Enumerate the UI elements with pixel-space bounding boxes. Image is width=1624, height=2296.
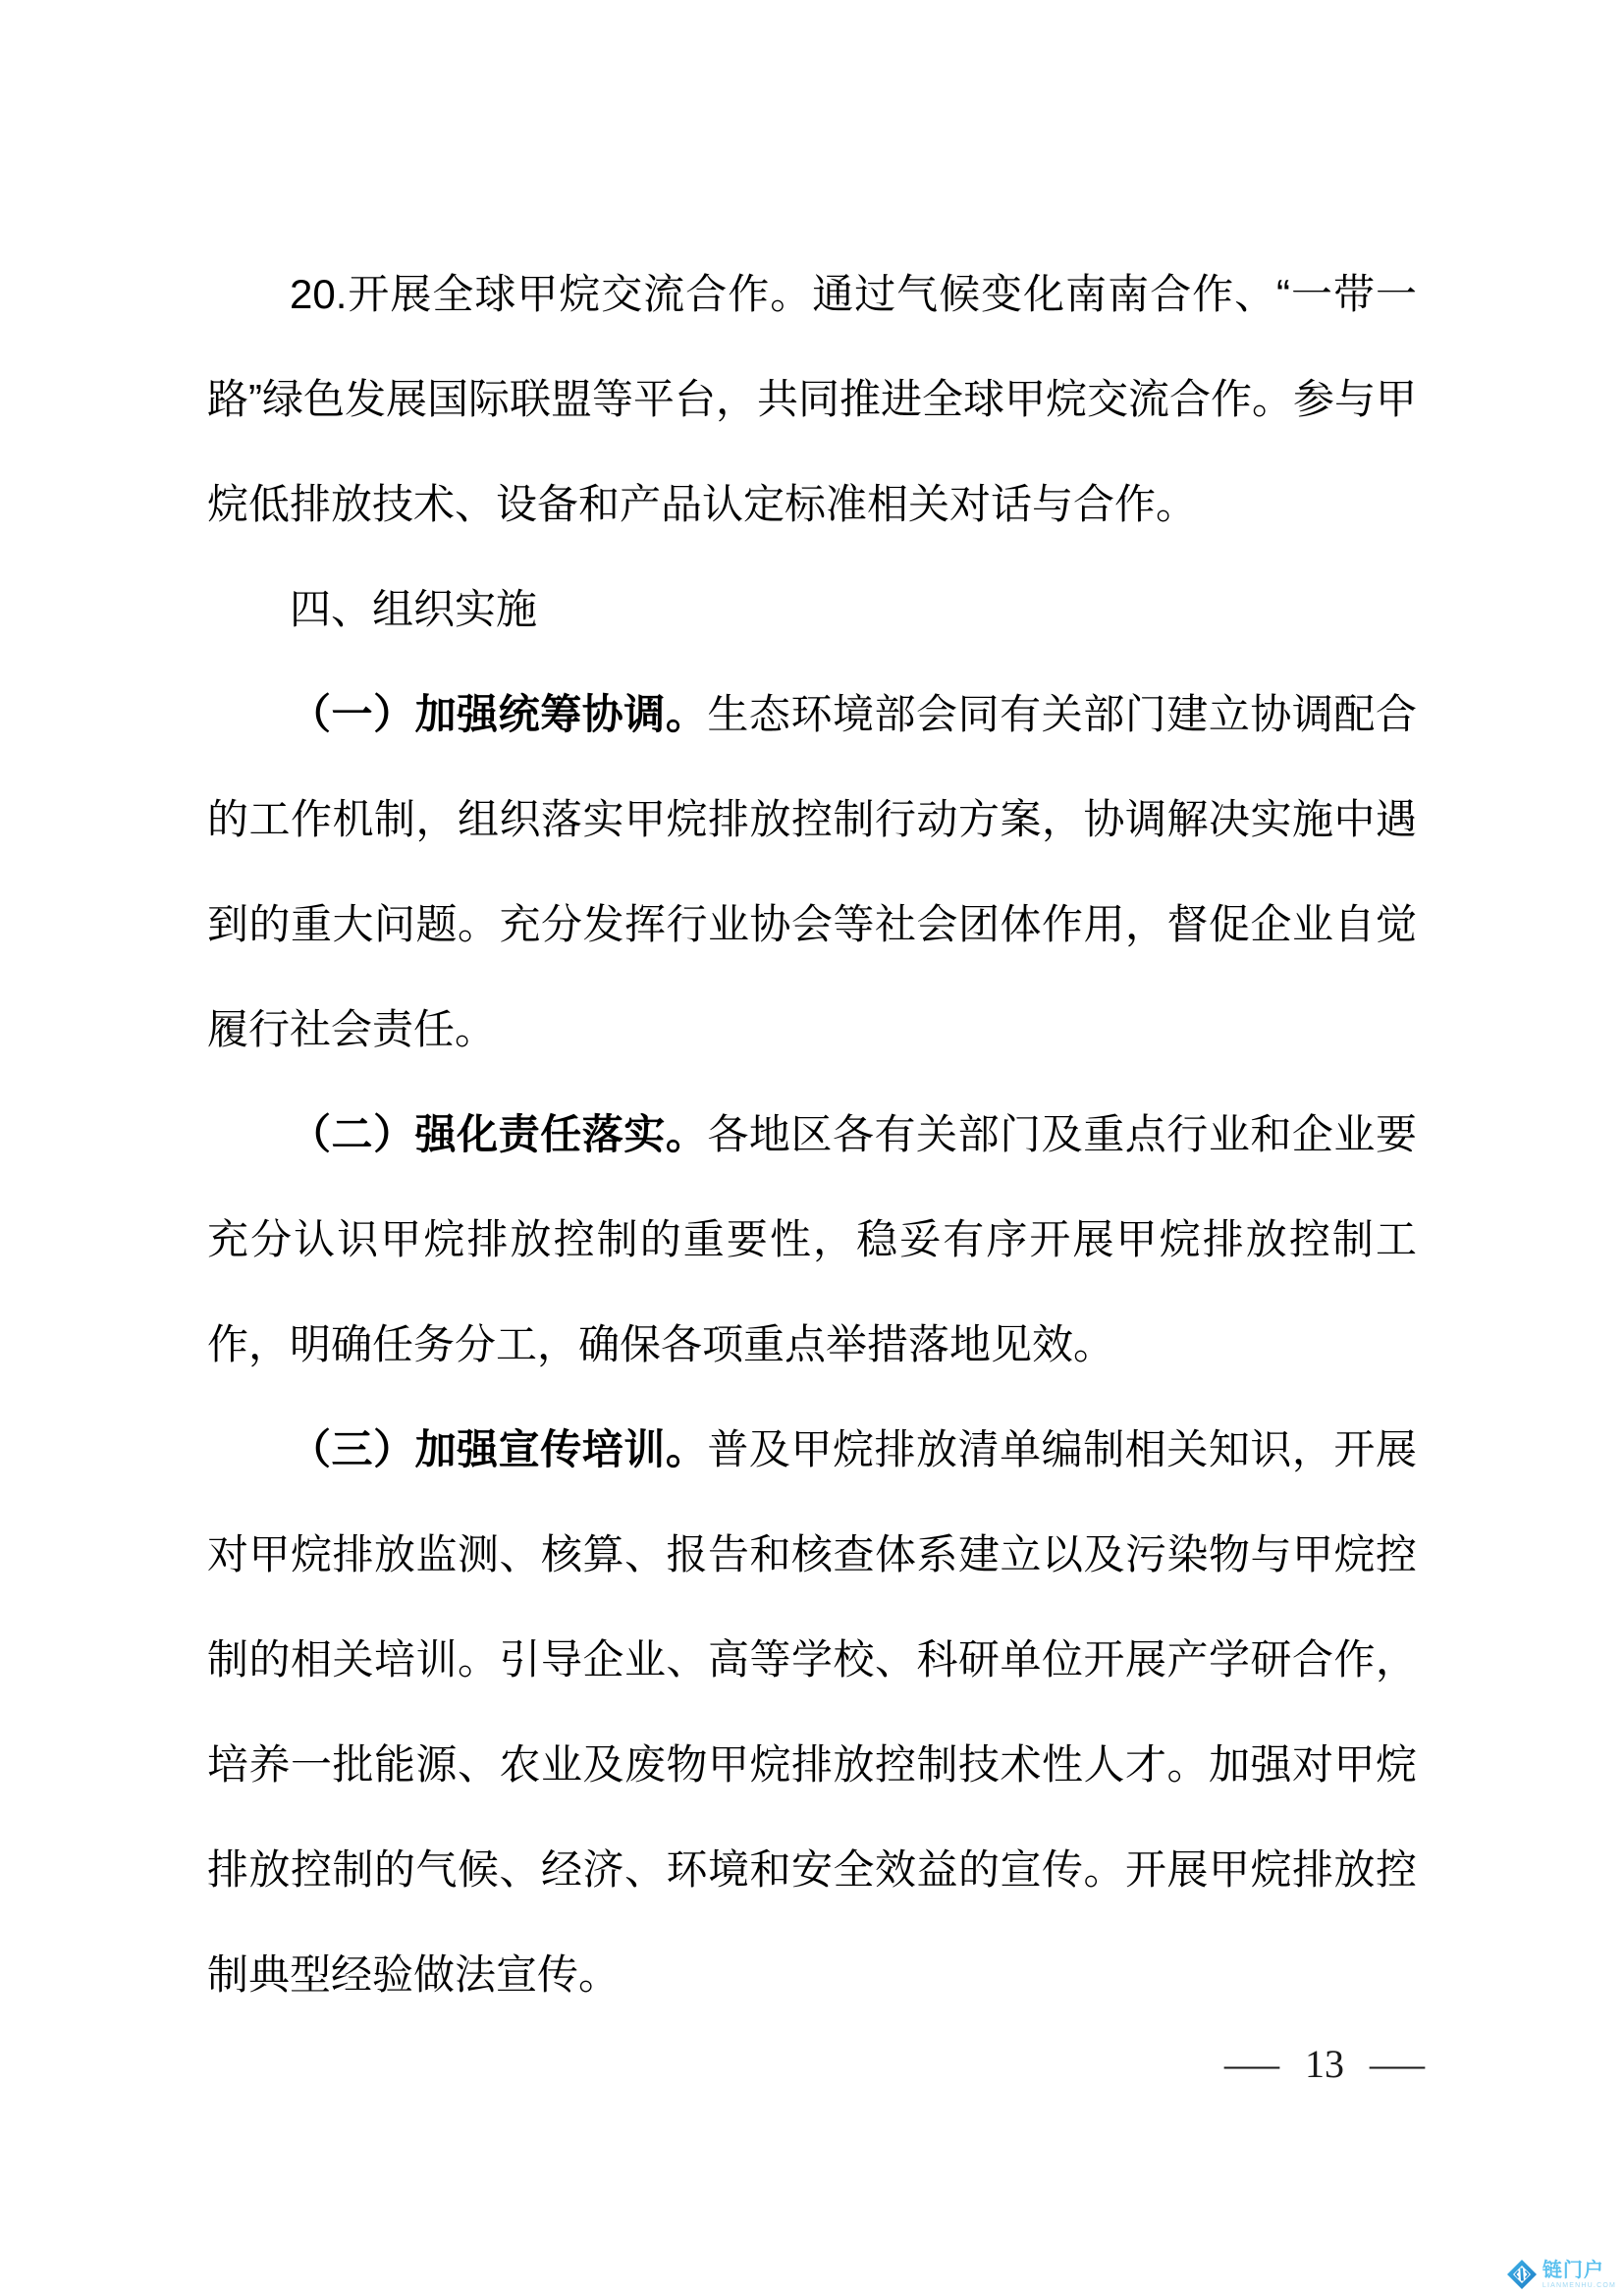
heading-text: 四、组织实施	[290, 586, 538, 632]
page-number-footer	[1224, 2034, 1425, 2093]
paragraph-lead: （一）加强统筹协调。	[290, 691, 708, 737]
body-text	[207, 241, 1417, 2027]
footer-right-dash: —	[1370, 2041, 1425, 2086]
paragraph-text: 普及甲烷排放清单编制相关知识，开展对甲烷排放监测、核算、报告和核查体系建立以及污染物与甲烷控制的相关培训。引导企业、高等学校、科研单位开展产学研合作，培养一批能源、农业及废物甲烷排放控制技术性人才。加强对甲烷排放控制的气候、经济、环境和安全效益的宣传。开展甲烷排放控制典型经验做法宣传。	[207, 1426, 1417, 1998]
paragraph-publicity-training	[207, 1397, 1417, 2027]
paragraph-text: 生态环境部会同有关部门建立协调配合的工作机制，组织落实甲烷排放控制行动方案，协调解决实施中遇到的重大问题。充分发挥行业协会等社会团体作用，督促企业自觉履行社会责任。	[207, 691, 1417, 1052]
footer-left-dash: —	[1224, 2041, 1279, 2086]
paragraph-text: 20.开展全球甲烷交流合作。通过气候变化南南合作、“一带一路”绿色发展国际联盟等平台，共同推进全球甲烷交流合作。参与甲烷低排放技术、设备和产品认定标准相关对话与合作。	[207, 271, 1417, 527]
page-number: 13	[1305, 2041, 1344, 2086]
section-heading-organization	[207, 557, 1417, 662]
watermark-domain: LIANMENHU.COM	[1542, 2281, 1616, 2289]
watermark-brand: 链门户	[1542, 2259, 1604, 2281]
paragraph-text: 各地区各有关部门及重点行业和企业要充分认识甲烷排放控制的重要性，稳妥有序开展甲烷排放控制工作，明确任务分工，确保各项重点举措落地见效。	[207, 1111, 1417, 1367]
watermark-text	[1543, 2261, 1616, 2289]
paragraph-lead: （二）强化责任落实。	[290, 1111, 708, 1157]
paragraph-coordination	[207, 662, 1417, 1082]
lianmenhu-watermark	[1506, 2259, 1616, 2290]
paragraph-global-cooperation	[207, 241, 1417, 557]
paragraph-responsibility	[207, 1082, 1417, 1397]
paragraph-lead: （三）加强宣传培训。	[290, 1426, 708, 1472]
diamond-logo-icon	[1506, 2259, 1538, 2290]
